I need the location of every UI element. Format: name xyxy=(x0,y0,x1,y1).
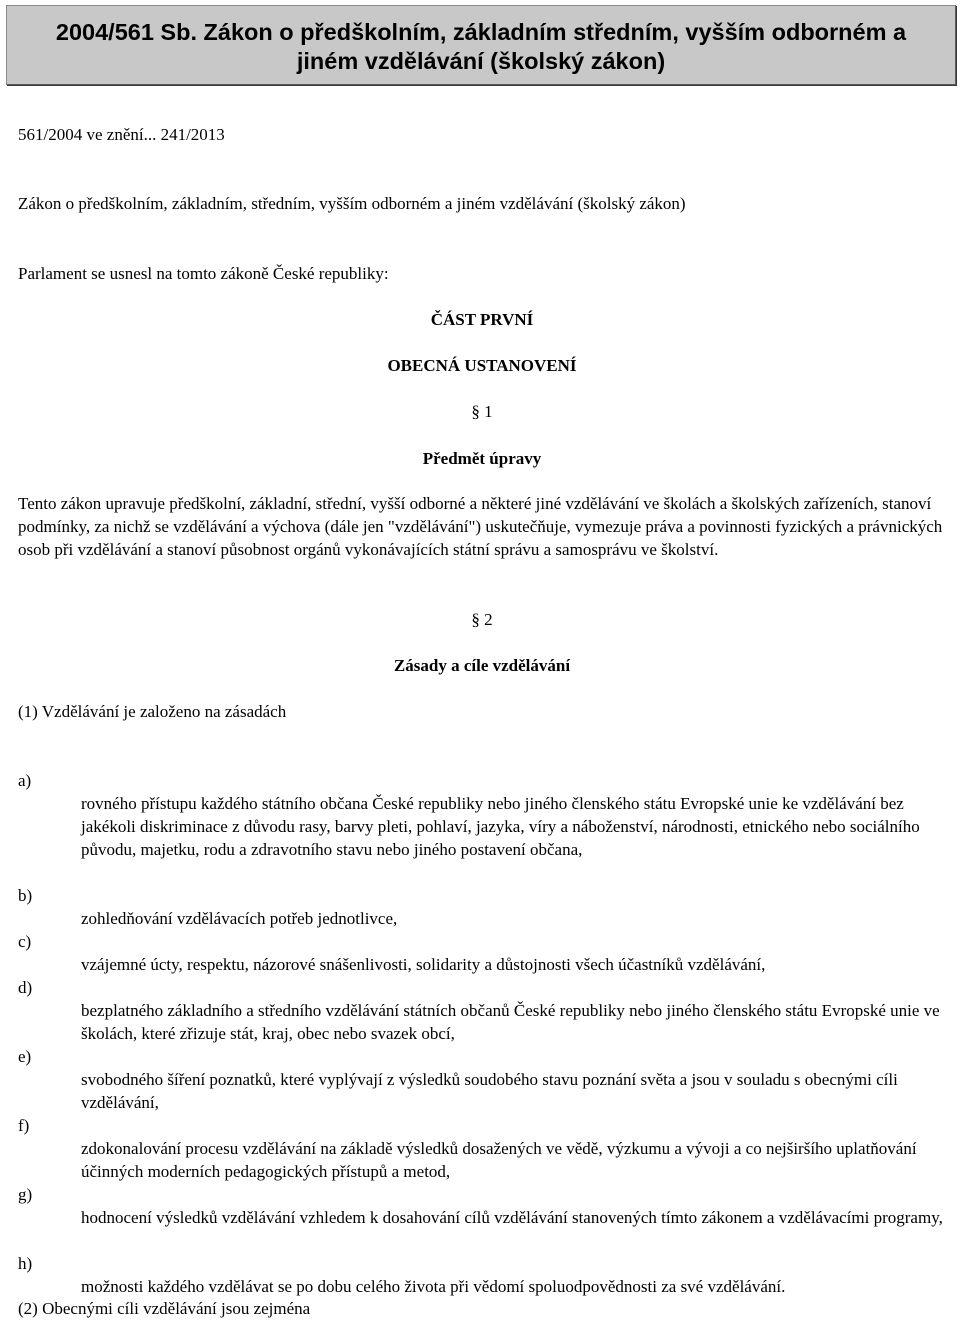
item-c-text: vzájemné úcty, respektu, názorové snášenlivosti, solidarity a důstojnosti všech účastníků vzdělávání, xyxy=(81,955,766,974)
section-1-title: Předmět úpravy xyxy=(422,449,542,468)
item-e-letter: e) xyxy=(18,1047,32,1066)
item-h-letter: h) xyxy=(18,1254,33,1273)
item-h-text: možnosti každého vzdělávat se po dobu celého života při vědomí spoluodpovědnosti za své vzdělávání. xyxy=(81,1277,786,1296)
section-2-paragraph-2: (2) Obecnými cíli vzdělávání jsou zejména xyxy=(18,1299,311,1318)
item-g-letter: g) xyxy=(18,1185,33,1204)
item-c-letter: c) xyxy=(18,932,32,951)
item-a-text: rovného přístupu každého státního občana České republiky nebo jiného členského státu Evropské unie ke vzdělávání bez jakékoli diskriminace z důvodu rasy, barvy pleti, pohlaví, jazyka, víry a náboženství, národnosti, etnického nebo sociálního původu, majetku, rodu a zdravotního stavu nebo jiného postavení občana, xyxy=(81,794,920,859)
item-f-text: zdokonalování procesu vzdělávání na základě výsledků dosažených ve vědě, výzkumu a vývoji a co nejširšího uplatňování účinných moderních pedagogických přístupů a metod, xyxy=(81,1139,917,1181)
section-1-text: Tento zákon upravuje předškolní, základní, střední, vyšší odborné a některé jiné vzdělávání ve školách a školských zařízeních, stanoví podmínky, za nichž se vzdělávání a výchova (dále jen "vzdělávání") uskutečňuje, vymezuje práva a povinnosti fyzických a právnických osob při vzdělávání a stanoví působnost orgánů vykonávajících státní správu a samosprávu ve školství. xyxy=(18,494,943,559)
section-2-intro: (1) Vzdělávání je založeno na zásadách xyxy=(18,702,287,721)
law-title: Zákon o předškolním, základním, středním, vyšším odborném a jiném vzdělávání (školský zákon) xyxy=(18,194,686,213)
enactment-clause: Parlament se usnesl na tomto zákoně České republiky: xyxy=(18,264,389,283)
section-2-title: Zásady a cíle vzdělávání xyxy=(393,656,571,675)
header-title-line-2: jiném vzdělávání (školský zákon) xyxy=(296,48,666,74)
item-b-letter: b) xyxy=(18,886,33,905)
amendment-note: 561/2004 ve znění... 241/2013 xyxy=(18,125,225,144)
item-f-letter: f) xyxy=(18,1116,30,1135)
section-2-number: § 2 xyxy=(471,610,493,629)
item-e-text: svobodného šíření poznatků, které vyplývají z výsledků soudobého stavu poznání světa a jsou v souladu s obecnými cíli vzdělávání, xyxy=(81,1070,898,1112)
part-label: ČÁST PRVNÍ xyxy=(430,310,534,329)
item-d-text: bezplatného základního a středního vzdělávání státních občanů České republiky nebo jiného členského státu Evropské unie ve školách, které zřizuje stát, kraj, obec nebo svazek obcí, xyxy=(81,1001,940,1043)
item-g-text: hodnocení výsledků vzdělávání vzhledem k dosahování cílů vzdělávání stanovených tímto zákonem a vzdělávacími programy, xyxy=(81,1208,943,1227)
item-a-letter: a) xyxy=(18,771,32,790)
item-d-letter: d) xyxy=(18,978,33,997)
item-b-text: zohledňování vzdělávacích potřeb jednotlivce, xyxy=(81,909,398,928)
part-title: OBECNÁ USTANOVENÍ xyxy=(387,356,577,375)
document-header xyxy=(6,5,956,85)
header-title-line-1: 2004/561 Sb. Zákon o předškolním, základním středním, vyšším odborném a xyxy=(55,19,907,45)
section-1-number: § 1 xyxy=(471,402,493,421)
